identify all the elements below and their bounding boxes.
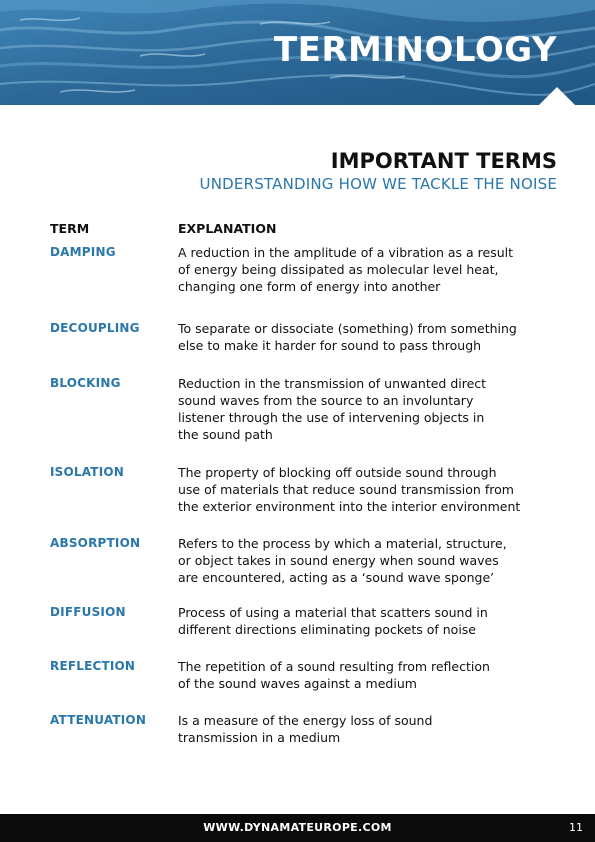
term-label: DIFFUSION	[50, 605, 126, 619]
term-explanation: Refers to the process by which a material, structure, or object takes in sound energy when sound waves are encountered, acting as a ‘sound wave sponge’	[178, 536, 507, 585]
footer-bar	[0, 814, 595, 842]
term-explanation: To separate or dissociate (something) from something else to make it harder for sound to pass through	[178, 321, 517, 353]
term-explanation: Is a measure of the energy loss of sound transmission in a medium	[178, 713, 433, 745]
section-title: IMPORTANT TERMS	[330, 149, 557, 173]
term-explanation: Process of using a material that scatters sound in different directions eliminating pockets of noise	[178, 605, 488, 637]
column-header-explanation: EXPLANATION	[178, 221, 277, 236]
column-header-term: TERM	[50, 221, 90, 236]
page-number: 11	[569, 821, 583, 834]
term-label: BLOCKING	[50, 376, 121, 390]
term-explanation: Reduction in the transmission of unwanted direct sound waves from the source to an involuntary listener through the use of intervening objects in the sound path	[178, 376, 487, 442]
term-explanation: The repetition of a sound resulting from reflection of the sound waves against a medium	[178, 659, 490, 691]
term-explanation: A reduction in the amplitude of a vibration as a result of energy being dissipated as molecular level heat, changing one form of energy into another	[178, 245, 514, 294]
header-banner	[0, 0, 595, 105]
term-label: ATTENUATION	[50, 713, 147, 727]
banner-notch	[538, 87, 576, 105]
term-label: REFLECTION	[50, 659, 136, 673]
banner-title: TERMINOLOGY	[273, 30, 557, 70]
section-heading	[200, 148, 557, 194]
website-link[interactable]: WWW.DYNAMATEUROPE.COM	[203, 821, 392, 834]
term-label: DAMPING	[50, 245, 116, 259]
section-subtitle: UNDERSTANDING HOW WE TACKLE THE NOISE	[199, 175, 557, 193]
term-label: ISOLATION	[50, 465, 125, 479]
term-label: DECOUPLING	[50, 321, 140, 335]
term-explanation: The property of blocking off outside sound through use of materials that reduce sound transmission from the exterior environment into the interior environment	[178, 465, 521, 514]
term-label: ABSORPTION	[50, 536, 141, 550]
